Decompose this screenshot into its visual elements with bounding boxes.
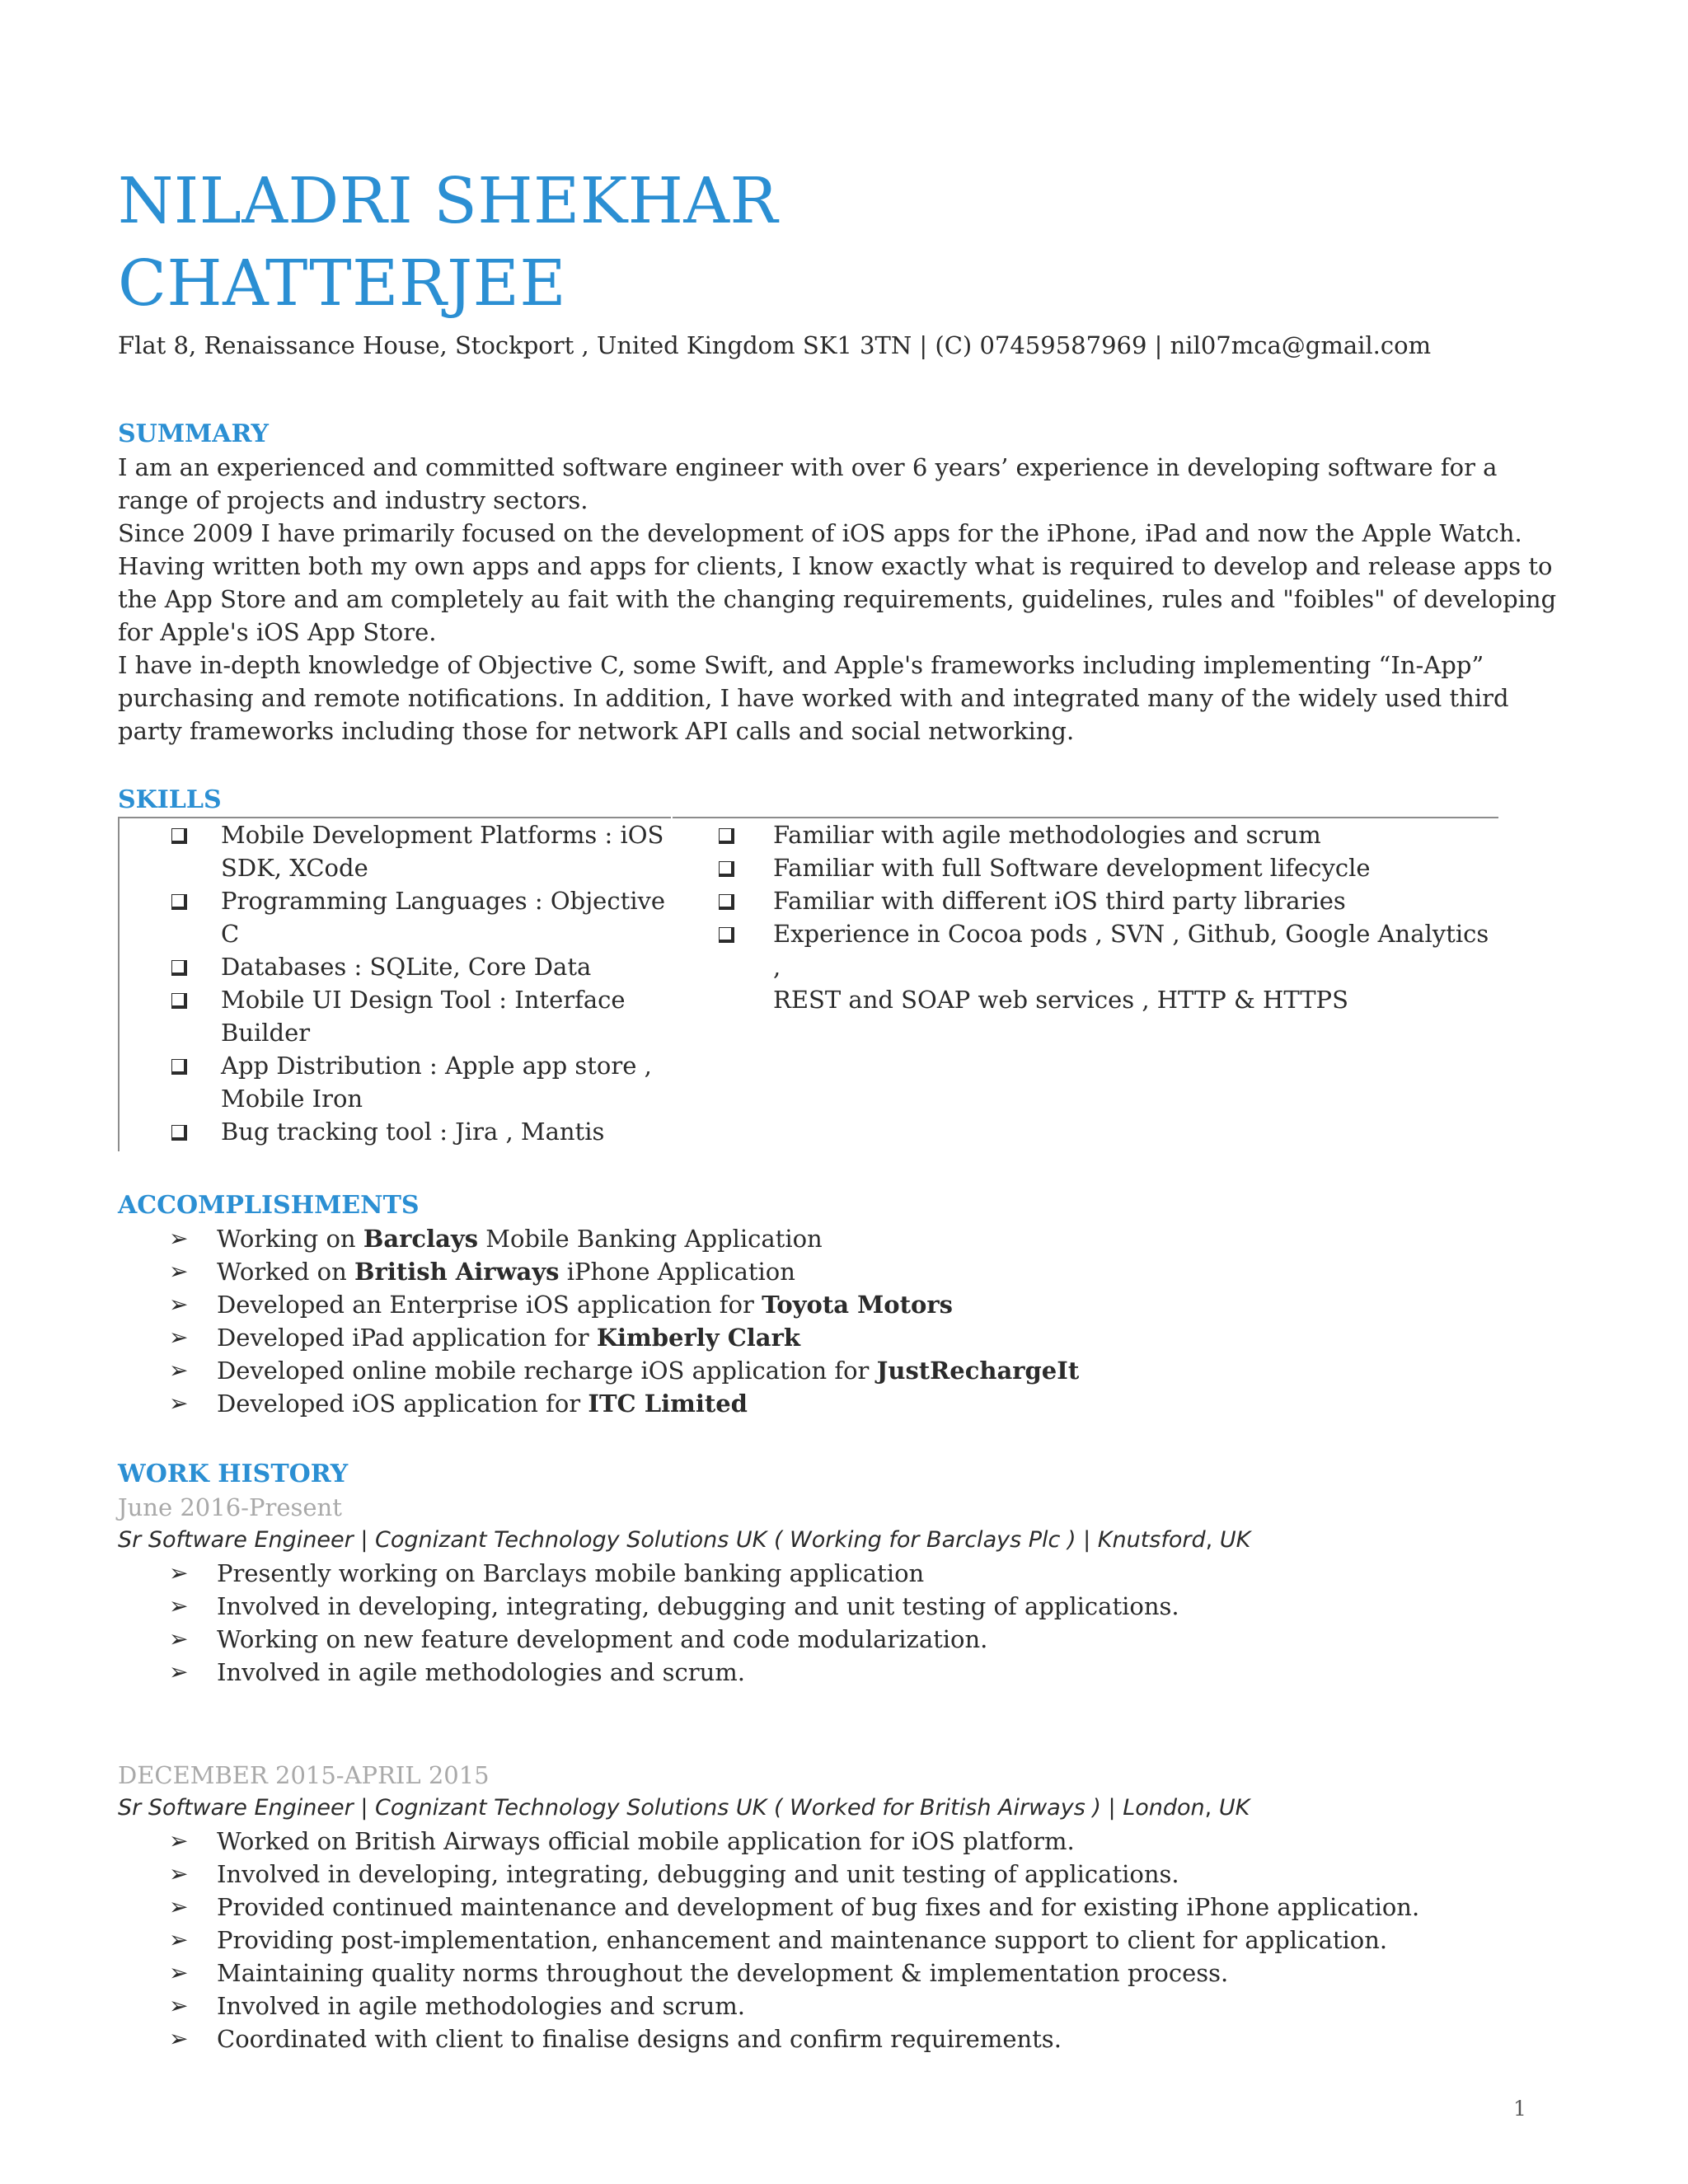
summary-body (118, 451, 1568, 748)
job-bullet (118, 1656, 1568, 1689)
arrow-bullet-icon: ➢ (169, 1592, 189, 1619)
checkbox-bullet-icon (719, 917, 734, 950)
candidate-name (118, 161, 1568, 326)
accomplishment-item (118, 1288, 1568, 1321)
arrow-bullet-icon: ➢ (169, 1926, 189, 1953)
skill-item (673, 818, 1498, 851)
checkbox-bullet-icon (719, 818, 734, 851)
accomplishment-item (118, 1387, 1568, 1420)
job-bullet (118, 2022, 1568, 2055)
skill-item (120, 1049, 671, 1115)
skill-text: Bug tracking tool : Jira , Mantis (221, 1118, 605, 1146)
skill-item (120, 884, 671, 950)
job-bullet-text: Involved in agile methodologies and scrum. (217, 1992, 745, 2020)
skill-text: Familiar with agile methodologies and scrum (773, 821, 1321, 849)
separator: | (1108, 1795, 1116, 1821)
arrow-bullet-icon: ➢ (169, 1893, 189, 1920)
skill-item (120, 1115, 671, 1148)
job-bullet-text: Involved in developing, integrating, debugging and unit testing of applications. (217, 1592, 1179, 1620)
client-name: British Airways (354, 1258, 560, 1286)
job-bullet (118, 1957, 1568, 1990)
work-history-section (118, 1458, 1568, 2055)
job-bullet-text: Presently working on Barclays mobile banking application (217, 1559, 925, 1587)
job-bullet (118, 1858, 1568, 1891)
job-bullet (118, 1825, 1568, 1858)
job-bullet-text: Providing post-implementation, enhancement and maintenance support to client for application. (217, 1926, 1388, 1954)
resume-content (118, 161, 1568, 2055)
job-country: UK (1218, 1795, 1250, 1821)
accomplishment-item (118, 1255, 1568, 1288)
job-city: London (1123, 1795, 1205, 1821)
name-line-2: CHATTERJEE (118, 247, 567, 321)
skill-text: Familiar with full Software development lifecycle (773, 854, 1371, 882)
accomplishment-text: Working on (217, 1225, 363, 1253)
accomplishment-text: Developed an Enterprise iOS application for (217, 1291, 762, 1319)
summary-paragraph: I have in-depth knowledge of Objective C, some Swift, and Apple's frameworks including implementing “In-App” purchasing and remote notifications. In addition, I have worked with and integrated many of the widely used third party frameworks including those for network API calls and social networking. (118, 651, 1509, 745)
job-bullet (118, 1924, 1568, 1957)
summary-paragraph: Since 2009 I have primarily focused on the development of iOS apps for the iPhone, iPad and now the Apple Watch. Having written both my own apps and apps for clients, I know exactly what is required to develop and release apps to the App Store and am completely au fait with the changing requirements, guidelines, rules and "foibles" of developing for Apple's iOS App Store. (118, 519, 1557, 646)
job-bullet-text: Maintaining quality norms throughout the development & implementation process. (217, 1959, 1229, 1987)
job-bullet-text: Involved in developing, integrating, debugging and unit testing of applications. (217, 1860, 1179, 1888)
skill-text: Databases : SQLite, Core Data (221, 953, 592, 981)
summary-section (118, 418, 1568, 748)
accomplishment-item (118, 1321, 1568, 1354)
job-bullet (118, 1623, 1568, 1656)
skill-item (673, 917, 1498, 1016)
skill-text: Programming Languages : Objective C (221, 887, 666, 948)
job-entry (118, 1491, 1568, 1689)
accomplishments-list (118, 1222, 1568, 1420)
job-bullet (118, 1590, 1568, 1623)
skill-item (673, 851, 1498, 884)
accomplishment-text: iPhone Application (559, 1258, 795, 1286)
job-bullet-text: Worked on British Airways official mobile application for iOS platform. (217, 1827, 1075, 1855)
arrow-bullet-icon: ➢ (169, 1291, 189, 1318)
arrow-bullet-icon: ➢ (169, 1827, 189, 1854)
checkbox-bullet-icon (171, 1049, 187, 1082)
job-bullet (118, 1990, 1568, 2022)
skill-item (120, 983, 671, 1049)
client-name: Toyota Motors (762, 1291, 953, 1319)
skills-section (118, 784, 1568, 1151)
accomplishments-section (118, 1189, 1568, 1420)
skill-text-cont: Mobile Iron (221, 1085, 363, 1113)
comma: , (1205, 1527, 1213, 1553)
resume-header (118, 161, 1568, 362)
checkbox-bullet-icon (171, 884, 187, 917)
separator: | (360, 1527, 368, 1553)
arrow-bullet-icon: ➢ (169, 1324, 189, 1351)
skill-text: Mobile Development Platforms : iOS (221, 821, 664, 849)
job-bullet (118, 1891, 1568, 1924)
accomplishments-title: ACCOMPLISHMENTS (118, 1191, 420, 1220)
job-dates: June 2016-Present (118, 1493, 342, 1521)
accomplishment-item (118, 1354, 1568, 1387)
job-title: Sr Software Engineer (118, 1795, 354, 1821)
job-role-line (118, 1524, 1568, 1557)
arrow-bullet-icon: ➢ (169, 1959, 189, 1986)
skills-title: SKILLS (118, 785, 222, 814)
job-dates: DECEMBER 2015-APRIL 2015 (118, 1761, 490, 1789)
arrow-bullet-icon: ➢ (169, 1357, 189, 1384)
client-name: Barclays (363, 1225, 479, 1253)
skill-text: Experience in Cocoa pods , SVN , Github, Google Analytics , (773, 920, 1489, 981)
job-bullet-text: Working on new feature development and code modularization. (217, 1625, 988, 1653)
checkbox-bullet-icon (719, 851, 734, 884)
contact-line: Flat 8, Renaissance House, Stockport , United Kingdom SK1 3TN | (C) 07459587969 | nil07mca@gmail.com (118, 331, 1432, 359)
job-company: Cognizant Technology Solutions UK ( Worked for British Airways ) (375, 1795, 1101, 1821)
job-bullet-text: Coordinated with client to finalise designs and confirm requirements. (217, 2025, 1062, 2053)
job-entry (118, 1759, 1568, 2055)
separator: | (1083, 1527, 1091, 1553)
arrow-bullet-icon: ➢ (169, 2025, 189, 2052)
arrow-bullet-icon: ➢ (169, 1225, 189, 1252)
arrow-bullet-icon: ➢ (169, 1258, 189, 1285)
client-name: JustRechargeIt (876, 1357, 1080, 1385)
checkbox-bullet-icon (719, 884, 734, 917)
client-name: ITC Limited (588, 1390, 748, 1418)
accomplishment-text: Developed iOS application for (217, 1390, 588, 1418)
checkbox-bullet-icon (171, 1115, 187, 1148)
arrow-bullet-icon: ➢ (169, 1658, 189, 1685)
accomplishment-text: Developed iPad application for (217, 1324, 597, 1352)
accomplishment-text: Worked on (217, 1258, 355, 1286)
skills-table (118, 817, 1509, 1151)
skill-text-cont: Builder (221, 1019, 311, 1047)
summary-paragraph: I am an experienced and committed software engineer with over 6 years’ experience in developing software for a range of projects and industry sectors. (118, 453, 1498, 514)
skills-column-right (673, 817, 1498, 1151)
work-history-title: WORK HISTORY (118, 1460, 349, 1488)
name-line-1: NILADRI SHEKHAR (118, 165, 778, 238)
job-title: Sr Software Engineer (118, 1527, 354, 1553)
job-city: Knutsford (1097, 1527, 1206, 1553)
skill-item (120, 950, 671, 983)
skill-item (120, 818, 671, 884)
job-role-line (118, 1792, 1568, 1825)
job-country: UK (1219, 1527, 1251, 1553)
accomplishment-text: Developed online mobile recharge iOS application for (217, 1357, 877, 1385)
job-bullets (118, 1825, 1568, 2055)
skill-text: Mobile UI Design Tool : Interface (221, 986, 626, 1014)
arrow-bullet-icon: ➢ (169, 1625, 189, 1652)
separator: | (360, 1795, 368, 1821)
page-number: 1 (1513, 2097, 1526, 2121)
job-bullet-text: Provided continued maintenance and development of bug fixes and for existing iPhone application. (217, 1893, 1420, 1921)
skill-text-cont: REST and SOAP web services , HTTP & HTTPS (773, 986, 1348, 1014)
skills-column-left (118, 817, 671, 1151)
skill-text: Familiar with different iOS third party libraries (773, 887, 1346, 915)
job-bullet (118, 1557, 1568, 1590)
accomplishment-text: Mobile Banking Application (478, 1225, 823, 1253)
arrow-bullet-icon: ➢ (169, 1559, 189, 1586)
accomplishment-item (118, 1222, 1568, 1255)
arrow-bullet-icon: ➢ (169, 1992, 189, 2019)
client-name: Kimberly Clark (596, 1324, 800, 1352)
job-bullets (118, 1557, 1568, 1689)
summary-title: SUMMARY (118, 419, 269, 448)
skill-text-cont: SDK, XCode (221, 854, 368, 882)
arrow-bullet-icon: ➢ (169, 1860, 189, 1887)
checkbox-bullet-icon (171, 983, 187, 1016)
checkbox-bullet-icon (171, 818, 187, 851)
arrow-bullet-icon: ➢ (169, 1390, 189, 1417)
job-company: Cognizant Technology Solutions UK ( Working for Barclays Plc ) (375, 1527, 1076, 1553)
skill-text: App Distribution : Apple app store , (221, 1052, 652, 1080)
job-bullet-text: Involved in agile methodologies and scrum. (217, 1658, 745, 1686)
comma: , (1204, 1795, 1212, 1821)
checkbox-bullet-icon (171, 950, 187, 983)
skill-item (673, 884, 1498, 917)
